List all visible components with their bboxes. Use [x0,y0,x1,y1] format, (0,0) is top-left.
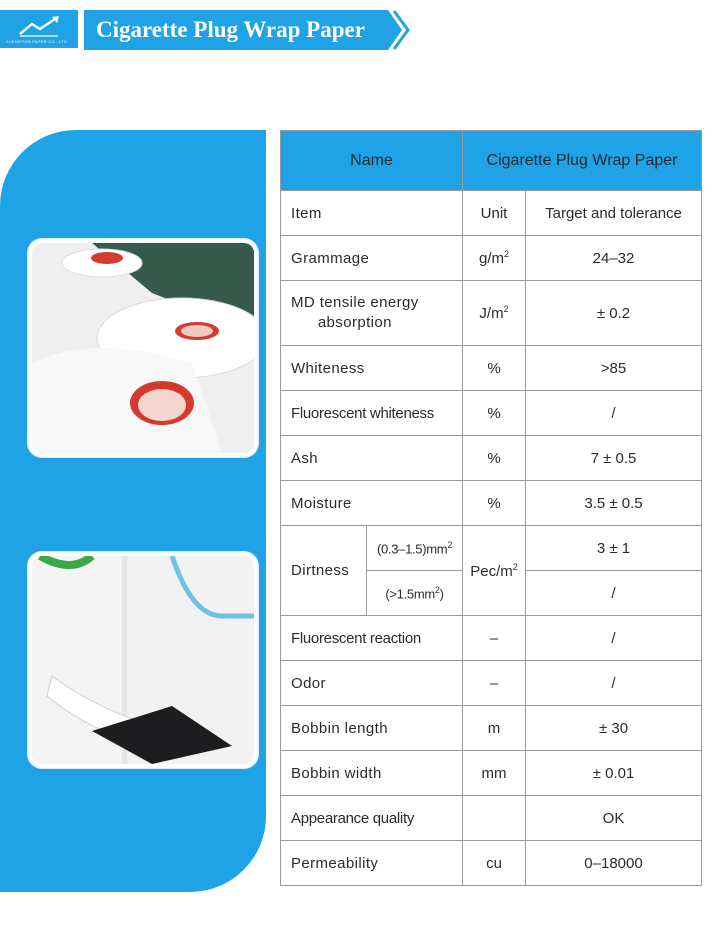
table-row [281,616,702,661]
subhead-item-cell: Item [281,191,463,236]
table-header-row [281,131,702,191]
unit-cell: $J/m^2$ [463,281,526,346]
item-cell: Whiteness [281,346,463,391]
value-cell: ± 30 [526,706,702,751]
table-row [281,391,702,436]
value-cell: ± 0.01 [526,751,702,796]
value-cell: / [526,661,702,706]
item-cell: Fluorescent reaction [281,616,463,661]
dirtness-value1-cell: 3 ± 1 [526,526,702,571]
value-cell: OK [526,796,702,841]
table-row [281,751,702,796]
title-banner [84,10,414,50]
item-cell: Bobbin width [281,751,463,796]
item-cell: MD tensile energy absorption [281,281,463,346]
value-cell: >85 [526,346,702,391]
product-photo-rolls-bottom [28,552,258,768]
company-logo [0,10,78,48]
table-row [281,281,702,346]
item-cell: Bobbin length [281,706,463,751]
dirtness-value2-cell: / [526,571,702,616]
item-cell: Permeability [281,841,463,886]
value-cell: 3.5 ± 0.5 [526,481,702,526]
unit-cell: % [463,391,526,436]
dirtness-sub2-cell: $(>1.5mm^2)$ [367,571,463,616]
table-row [281,796,702,841]
table-row [281,346,702,391]
table-row [281,526,702,571]
value-cell: 24–32 [526,236,702,281]
unit-cell: m [463,706,526,751]
unit-cell: – [463,616,526,661]
table-row [281,661,702,706]
table-row [281,436,702,481]
header-name-cell: Name [281,131,463,191]
value-cell: / [526,616,702,661]
item-cell: Moisture [281,481,463,526]
item-cell: Ash [281,436,463,481]
table-row [281,706,702,751]
table-row [281,236,702,281]
table-row [281,191,702,236]
unit-cell: % [463,436,526,481]
value-cell: 7 ± 0.5 [526,436,702,481]
unit-cell: $g/m^2$ [463,236,526,281]
item-cell: Grammage [281,236,463,281]
header-product-cell: Cigarette Plug Wrap Paper [463,131,702,191]
item-cell: Fluorescent whiteness [281,391,463,436]
logo-mark-icon [18,14,62,38]
table-row [281,481,702,526]
unit-cell: cu [463,841,526,886]
dirtness-sub1-cell: $(0.3-1.5)mm^2$ [367,526,463,571]
subhead-target-cell: Target and tolerance [526,191,702,236]
value-cell: 0–18000 [526,841,702,886]
product-photo-rolls-top [28,239,258,457]
unit-cell: % [463,346,526,391]
logo-text: ZHENGYUN PAPER CO., LTD [6,39,68,44]
dirtness-unit-cell: Pec/$m^2$ [463,526,526,616]
spec-table [280,130,702,886]
unit-cell [463,796,526,841]
item-cell: Appearance quality [281,796,463,841]
dirtness-item-cell: Dirtness [281,526,367,616]
item-cell: Odor [281,661,463,706]
unit-cell: % [463,481,526,526]
subhead-unit-cell: Unit [463,191,526,236]
value-cell: ± 0.2 [526,281,702,346]
page-title: Cigarette Plug Wrap Paper [96,17,365,42]
unit-cell: – [463,661,526,706]
value-cell: / [526,391,702,436]
table-row [281,841,702,886]
unit-cell: mm [463,751,526,796]
